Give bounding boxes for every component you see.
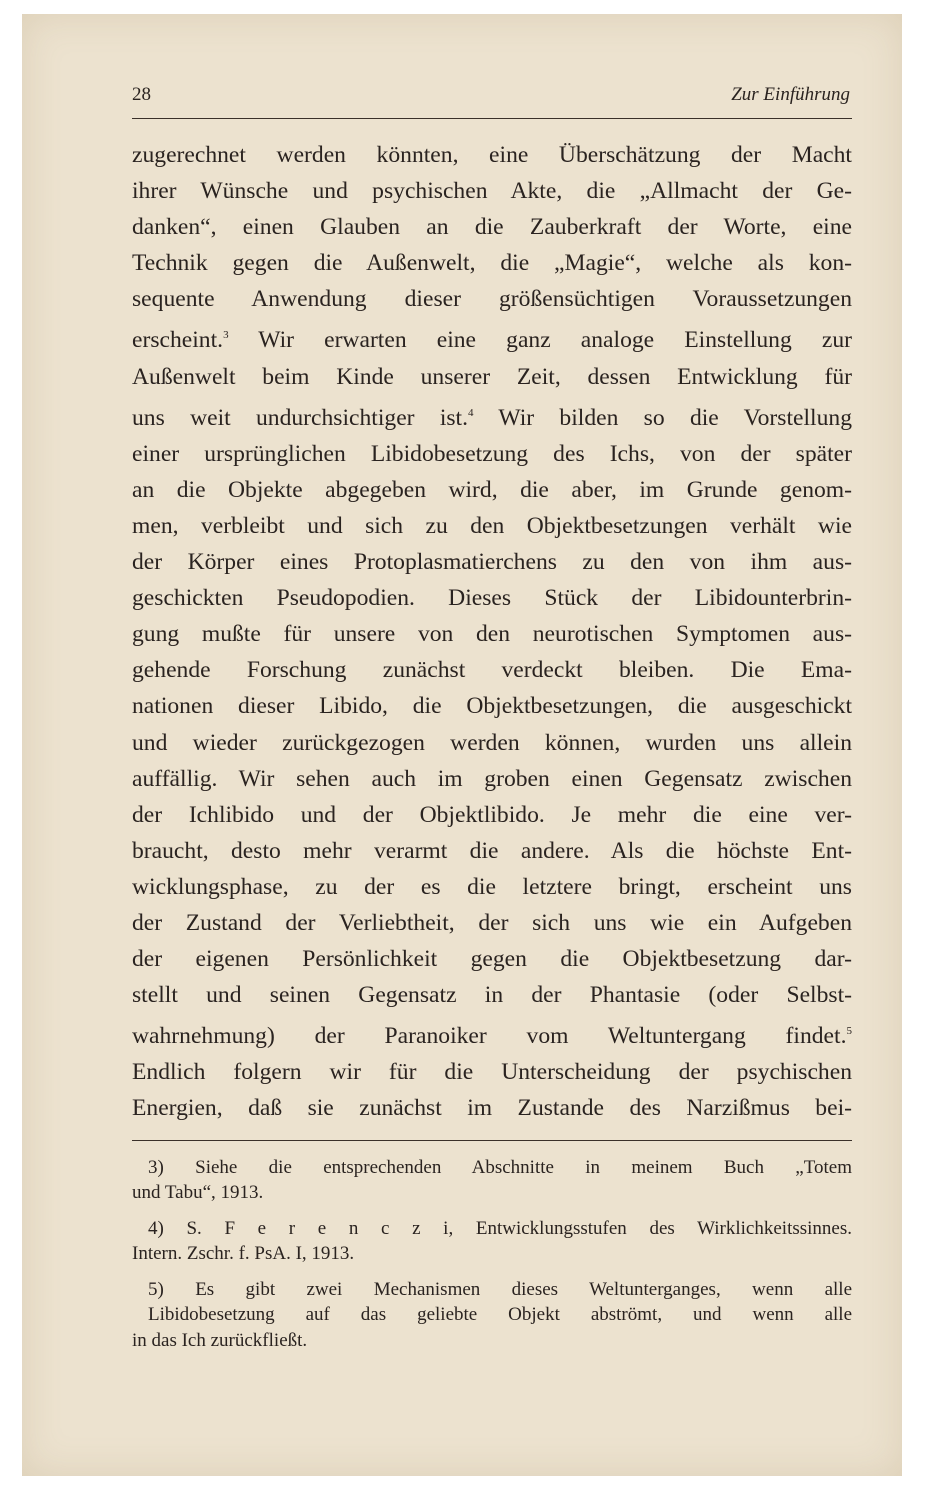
body-line: men, verbleibt und sich zu den Objektbesetzungen verhält wie bbox=[132, 512, 852, 539]
body-line: Außenwelt beim Kinde unserer Zeit, dessen Entwicklung für bbox=[132, 363, 852, 390]
footnote-5 bbox=[132, 1277, 852, 1354]
body-line bbox=[132, 1013, 852, 1054]
body-line: ihrer Wünsche und psychischen Akte, die „Allmacht der Ge- bbox=[132, 178, 852, 205]
body-line: gung mußte für unsere von den neurotischen Symptomen aus- bbox=[132, 621, 852, 648]
footnote-line: Intern. Zschr. f. PsA. I, 1913. bbox=[132, 1243, 355, 1265]
body-line: danken“, einen Glauben an die Zauberkraft der Worte, eine bbox=[132, 214, 852, 241]
body-line: Technik gegen die Außenwelt, die „Magie“, welche als kon- bbox=[132, 250, 852, 277]
body-line: der Körper eines Protoplasmatierchens zu den von ihm aus- bbox=[132, 549, 852, 576]
body-line-lead: erscheint. bbox=[132, 327, 224, 354]
body-line: einer ursprünglichen Libidobesetzung des Ichs, von der später bbox=[132, 440, 852, 467]
footnote-rule bbox=[132, 1140, 852, 1141]
body-line: Energien, daß sie zunächst im Zustande des Narzißmus bei- bbox=[132, 1095, 852, 1122]
footnote-line: und Tabu“, 1913. bbox=[132, 1182, 264, 1204]
footnote-line: in das Ich zurückfließt. bbox=[132, 1329, 308, 1351]
footnote-ref-3: 3 bbox=[223, 329, 229, 342]
footnote-line: 5) Es gibt zwei Mechanismen dieses Weltunterganges, wenn alle bbox=[148, 1278, 852, 1300]
body-line-rest: Wir bilden so die Vorstellung bbox=[498, 404, 852, 431]
body-line: braucht, desto mehr verarmt die andere. Als die höchste Ent- bbox=[132, 837, 852, 864]
body-line: wicklungsphase, zu der es die letztere bringt, erscheint uns bbox=[132, 873, 852, 900]
body-line: zugerechnet werden könnten, eine Überschätzung der Macht bbox=[132, 142, 852, 168]
body-line: auffällig. Wir sehen auch im groben einen Gegensatz zwischen bbox=[132, 765, 852, 792]
body-line: nationen dieser Libido, die Objektbesetzungen, die ausgeschickt bbox=[132, 693, 852, 720]
running-title: Zur Einführung bbox=[731, 84, 850, 105]
body-line: Endlich folgern wir für die Unterscheidung der psychischen bbox=[132, 1059, 852, 1086]
footnote-line: 4) S. F e r e n c z i, Entwicklungsstufen des Wirklichkeitssinnes. bbox=[148, 1217, 852, 1239]
book-page bbox=[132, 84, 852, 1363]
body-line-text: wahrnehmung) der Paranoiker vom Weltuntergang findet. bbox=[132, 1023, 847, 1050]
footnote-3 bbox=[132, 1155, 852, 1206]
footnote-ref-5: 5 bbox=[846, 1025, 852, 1038]
body-line: der eigenen Persönlichkeit gegen die Objektbesetzung dar- bbox=[132, 946, 852, 973]
header-rule bbox=[132, 118, 852, 119]
footnote-ref-4: 4 bbox=[468, 406, 474, 419]
body-line-rest: Wir erwarten eine ganz analoge Einstellung zur bbox=[258, 327, 852, 354]
body-line: und wieder zurückgezogen werden können, wurden uns allein bbox=[132, 729, 852, 756]
footnote-line: 3) Siehe die entsprechenden Abschnitte in meinem Buch „Totem bbox=[148, 1156, 852, 1178]
body-text bbox=[132, 137, 852, 1127]
body-line: der Zustand der Verliebtheit, der sich uns wie ein Aufgeben bbox=[132, 909, 852, 936]
body-line bbox=[132, 317, 852, 358]
body-line: an die Objekte abgegeben wird, die aber, im Grunde genom- bbox=[132, 476, 852, 503]
body-line: sequente Anwendung dieser größensüchtigen Voraussetzungen bbox=[132, 286, 852, 313]
body-line-lead: uns weit undurchsichtiger ist. bbox=[132, 404, 469, 431]
body-line: stellt und seinen Gegensatz in der Phantasie (oder Selbst- bbox=[132, 982, 852, 1009]
page-number: 28 bbox=[132, 84, 151, 105]
body-line: geschickten Pseudopodien. Dieses Stück der Libidounterbrin- bbox=[132, 585, 852, 612]
running-header bbox=[132, 84, 852, 112]
body-line bbox=[132, 395, 852, 436]
body-line: der Ichlibido und der Objektlibido. Je mehr die eine ver- bbox=[132, 801, 852, 828]
body-line: gehende Forschung zunächst verdeckt bleiben. Die Ema- bbox=[132, 657, 852, 684]
footnote-line: Libidobesetzung auf das geliebte Objekt abströmt, und wenn alle bbox=[148, 1304, 852, 1326]
footnote-4 bbox=[132, 1216, 852, 1267]
